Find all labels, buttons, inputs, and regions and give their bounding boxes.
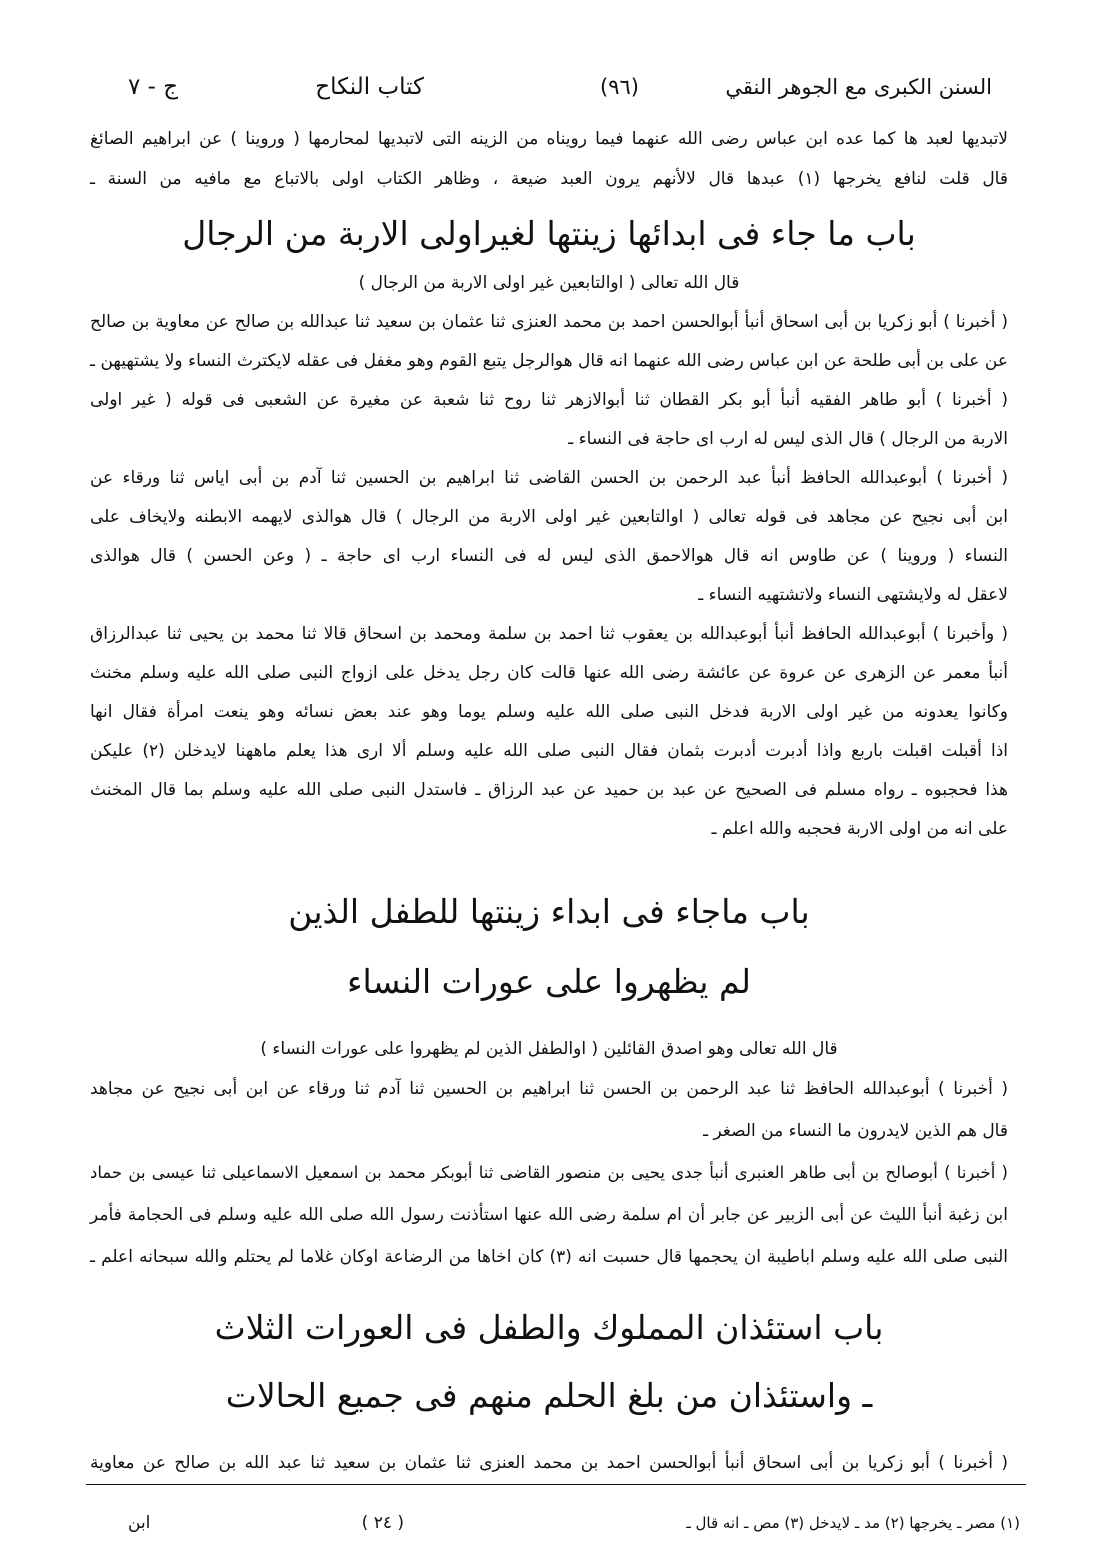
text-line: وكانوا يعدونه من غير اولی الاربة فدخل النبی صلی الله عليه وسلم يوما وهو عند بعض نسائه وهو ينعت امرأة فقال انها	[90, 702, 1008, 722]
text-line: النساء ( وروينا ) عن طاوس انه قال هوالاحمق الذی ليس له فی النساء ارب ای حاجة ـ ( وعن الحسن ) قال هوالذی	[90, 546, 1008, 566]
section-title: باب ما جاء فى ابدائها زينتها لغيراولى الاربة من الرجال	[182, 214, 916, 253]
section-title: لم يظهروا على عورات النساء	[347, 962, 751, 1001]
quranic-verse: قال الله تعالى ( اوالتابعين غير اولى الاربة من الرجال )	[358, 273, 740, 293]
text-line: هذا فحجبوه ـ رواه مسلم فی الصحيح عن عبد بن حميد عن عبد الرزاق ـ فاستدل النبی صلی الله عليه وسلم بما قال المخنث	[90, 780, 1008, 800]
section-title: باب استئذان المملوك والطفل فى العورات الثلاث	[214, 1308, 884, 1347]
text-line: لاعقل له ولايشتهی النساء ولاتشتهيه النساء ـ	[698, 585, 1008, 605]
quranic-verse: قال الله تعالى وهو اصدق القائلين ( اوالطفل الذين لم يظهروا على عورات النساء )	[260, 1039, 838, 1059]
footnotes: (١) مصر ـ يخرجها (٢) مد ـ لايدخل (٣) مص ـ انه قال ـ	[686, 1514, 1020, 1532]
text-line: على انه من اولی الاربة فحجبه والله اعلم ـ	[711, 819, 1008, 839]
section-title: باب ماجاء فى ابداء زينتها للطفل الذين	[288, 892, 810, 931]
text-line: ( أخبرنا ) أبوعبدالله الحافظ أنبأ عبد الرحمن بن الحسن القاضی ثنا ابراهيم بن الحسين ثنا آدم بن أبی اياس ثنا ورقاء عن	[90, 468, 1008, 488]
text-line: أنبأ معمر عن الزهری عن عروة عن عائشة رضی الله عنها قالت كان رجل يدخل على ازواج النبی صلی الله عليه وسلم مخنث	[90, 663, 1008, 683]
text-line: ( أخبرنا ) أبوعبدالله الحافظ ثنا عبد الرحمن بن الحسن ثنا ابراهيم بن الحسين ثنا آدم ثنا ورقاء عن ابن أبی نجيح عن مجاهد	[90, 1079, 1008, 1099]
page-number: ( ٢٤ )	[361, 1513, 404, 1533]
catchword: ابن	[128, 1513, 151, 1533]
section-title: ـ واستئذان من بلغ الحلم منهم فى جميع الحالات	[225, 1376, 873, 1415]
text-line: الاربة من الرجال ) قال الذی ليس له ارب ای حاجة فی النساء ـ	[568, 429, 1008, 449]
text-line: لاتبديها لعبد ها كما عده ابن عباس رضی الله عنهما فیما رويناه من الزينه التى لاتبديها لمحارمها ( وروينا ) عن ابراهيم الصائغ	[90, 129, 1008, 149]
text-line: ( أخبرنا ) أبو زكريا بن أبی اسحاق أنبأ أبوالحسن احمد بن محمد العنزی ثنا عثمان بن سعيد ثنا عبد الله بن صالح عن معاوية	[90, 1453, 1008, 1473]
header-chapter: كتاب النكاح	[315, 74, 424, 100]
text-line: ( وأخبرنا ) أبوعبدالله الحافظ أنبأ أبوعبدالله بن يعقوب ثنا احمد بن سلمة ومحمد بن اسحاق قالا ثنا محمد بن يحيى ثنا عبدالرزاق	[90, 624, 1008, 644]
text-line: قال قلت لنافع يخرجها (١) عبدها قال لالأنهم يرون العبد ضيعة ، وظاهر الكتاب اولى بالاتباع مع مافيه من السنة ـ	[90, 169, 1008, 189]
header-volume: ج - ٧	[128, 74, 179, 100]
text-line: ( أخبرنا ) أبو طاهر الفقيه أنبأ أبو بكر القطان ثنا أبوالازهر ثنا روح ثنا شعبة عن مغيرة عن الشعبی فی قوله ( غير اولی	[90, 390, 1008, 410]
header-page-number: (٩٦)	[600, 75, 639, 99]
text-line: ( أخبرنا ) أبوصالح بن أبی طاهر العنبری أنبأ جدی يحيى بن منصور القاضی ثنا أبوبكر محمد بن اسمعيل الاسماعيلی ثنا عيسى بن حماد	[90, 1163, 1008, 1182]
text-line: ابن زغبة أنبأ الليث عن أبی الزبير عن جابر أن ام سلمة رضی الله عنها استأذنت رسول الله صلی الله عليه وسلم فی الحجامة فأمر	[90, 1205, 1008, 1225]
text-line: ( أخبرنا ) أبو زكريا بن أبی اسحاق أنبأ أبوالحسن احمد بن محمد العنزی ثنا عثمان بن سعيد ثنا عبدالله بن صالح عن معاوية بن صالح	[90, 312, 1008, 332]
header-book-title: السنن الكبرى مع الجوهر النقي	[725, 75, 992, 99]
text-line: النبی صلی الله عليه وسلم اباطيبة ان يحجمها قال حسبت انه (٣) كان اخاها من الرضاعة اوكان غلاما لم يحتلم والله سبحانه اعلم ـ	[90, 1247, 1009, 1267]
text-line: ابن أبی نجيح عن مجاهد فی قوله تعالى ( اوالتابعين غير اولی الاربة من الرجال ) قال هوالذی لايهمه الابطنه ولايخاف على	[90, 507, 1008, 527]
text-line: اذا أقبلت اقبلت باربع واذا أدبرت أدبرت بثمان فقال النبی صلی الله عليه وسلم ألا ارى هذا يعلم ماههنا لايدخلن (٢) عليكن	[90, 741, 1008, 761]
footnote-divider	[86, 1484, 1026, 1485]
text-line: عن علی بن أبی طلحة عن ابن عباس رضی الله عنهما انه قال هوالرجل يتبع القوم وهو مغفل فی عقله لايكترث النساء ولا يشتهيهن ـ	[90, 351, 1008, 371]
text-line: قال هم الذين لايدرون ما النساء من الصغر ـ	[703, 1121, 1008, 1141]
